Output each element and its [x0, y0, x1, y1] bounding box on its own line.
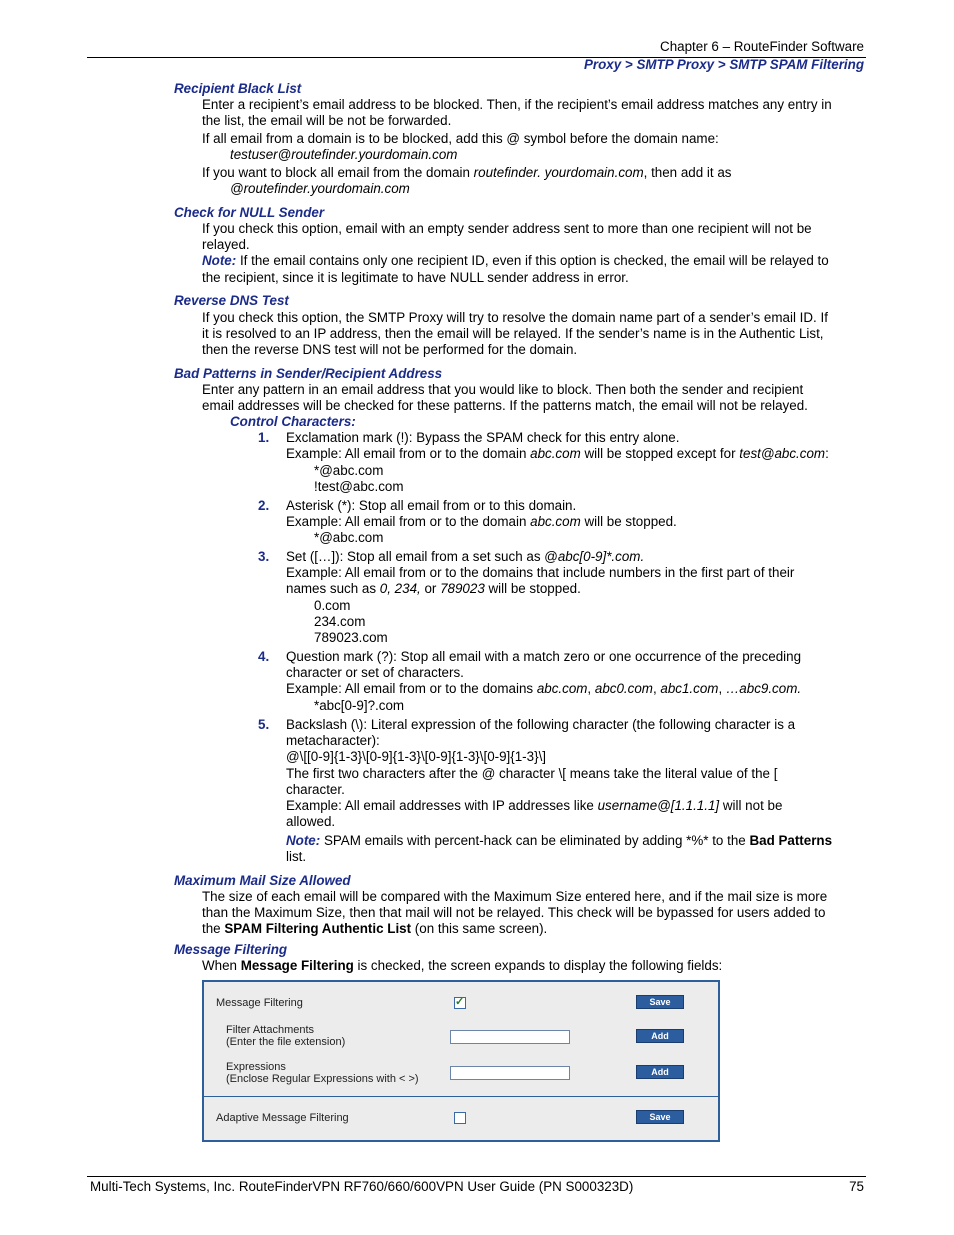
section-heading-recipient-black-list: Recipient Black List [174, 81, 302, 96]
add-expression-button[interactable]: Add [636, 1065, 684, 1079]
add-attachment-button[interactable]: Add [636, 1029, 684, 1043]
adaptive-message-filtering-label: Adaptive Message Filtering [216, 1112, 349, 1124]
control-characters-heading: Control Characters: [230, 414, 356, 429]
section-heading-null-sender: Check for NULL Sender [174, 205, 325, 220]
paragraph: When Message Filtering is checked, the screen expands to display the following fields: [202, 958, 723, 973]
list-number: 3. [258, 549, 270, 564]
list-item: Exclamation mark (!): Bypass the SPAM check for this entry alone. Example: All email from or to the domain abc.com will be stopped except for test@abc.com: [286, 430, 829, 462]
paragraph: If you want to block all email from the domain routefinder. yourdomain.com, then add it as [202, 165, 732, 180]
list-item: Question mark (?): Stop all email with a match zero or one occurrence of the preceding character or set of characters. Example: All email from or to the domains abc.com, abc0.com, abc1.com, …abc9.com. [286, 649, 802, 697]
note-label: Note: [286, 833, 321, 848]
filter-attachments-label: Filter Attachments (Enter the file extension) [226, 1024, 346, 1048]
list-number: 2. [258, 498, 270, 513]
paragraph: If all email from a domain is to be blocked, add this @ symbol before the domain name: [202, 131, 719, 146]
section-heading-message-filtering: Message Filtering [174, 942, 288, 957]
paragraph: Enter any pattern in an email address that you would like to block. Then both the sender and recipient email addresses will be checked for these patterns. If the patterns match, the email will not be relayed. [202, 382, 808, 414]
note-label: Note: [202, 253, 237, 269]
save-adaptive-button[interactable]: Save [636, 1110, 684, 1124]
code-example: *@abc.com !test@abc.com [314, 463, 404, 495]
footer-rule [87, 1176, 866, 1177]
list-number: 5. [258, 717, 270, 732]
section-heading-max-mail-size: Maximum Mail Size Allowed [174, 873, 351, 888]
save-button[interactable]: Save [636, 995, 684, 1009]
adaptive-message-filtering-checkbox[interactable] [454, 1112, 466, 1124]
list-number: 4. [258, 649, 270, 664]
code-example: 0.com 234.com 789023.com [314, 598, 388, 646]
list-item: Asterisk (*): Stop all email from or to this domain. Example: All email from or to the domain abc.com will be stopped. [286, 498, 677, 530]
paragraph: If you check this option, the SMTP Proxy will try to resolve the domain name part of a sender’s email ID. If it is resolved to an IP address, then the email will be relayed. If the sender’s name is in the Authentic List, then the reverse DNS test will not be performed for the domain. [202, 310, 828, 358]
note: Note: SPAM emails with percent-hack can be eliminated by adding *%* to the Bad Patterns list. [286, 833, 833, 865]
list-item: Backslash (\): Literal expression of the following character (the following character is a metacharacter): @\[[0-9]{1-3}\[0-9]{1-3}\[0-9]{1-3}\[0-9]{1-3}\] The first two characters after the @ character \[ means take the literal value of the [ character. Example: All email addresses with IP addresses like username@[1.1.1.1] will not be allowed. [286, 717, 796, 830]
message-filtering-panel [202, 980, 720, 1142]
paragraph: The size of each email will be compared with the Maximum Size entered here, and if the mail size is more than the Maximum Size, then that mail will not be relayed. This check will be bypassed for users added to the SPAM Filtering Authentic List (on this same screen). [202, 889, 828, 937]
list-item: Set ([…]): Stop all email from a set such as @abc[0-9]*.com. Example: All email from or to the domains that include numbers in the first part of their names such as 0, 234, or 789023 will be stopped. [286, 549, 795, 597]
breadcrumb: Proxy > SMTP Proxy > SMTP SPAM Filtering [583, 57, 864, 72]
panel-divider [204, 1096, 718, 1097]
paragraph: If you check this option, email with an empty sender address sent to more than one recipient will not be relayed. Note: If the email contains only one recipient ID, even if this option is checked, the email will be relayed to the recipient, since it is legitimate to have NULL sender address in error. [202, 221, 829, 285]
code-example: *@abc.com [314, 530, 384, 545]
message-filtering-checkbox[interactable] [454, 997, 466, 1009]
example-address: testuser@routefinder.yourdomain.com [230, 147, 458, 162]
list-number: 1. [258, 430, 270, 445]
filter-attachments-input[interactable] [450, 1030, 570, 1044]
example-address: @routefinder.yourdomain.com [230, 181, 410, 196]
chapter-title: Chapter 6 – RouteFinder Software [660, 39, 864, 54]
section-heading-bad-patterns: Bad Patterns in Sender/Recipient Address [174, 366, 443, 381]
expressions-input[interactable] [450, 1066, 570, 1080]
paragraph: Enter a recipient’s email address to be blocked. Then, if the recipient’s email address matches any entry in the list, the email will be not be forwarded. [202, 97, 832, 129]
footer-text: Multi-Tech Systems, Inc. RouteFinderVPN RF760/660/600VPN User Guide (PN S000323D) [90, 1179, 634, 1194]
expressions-label: Expressions (Enclose Regular Expressions with < >) [226, 1061, 419, 1085]
page-number: 75 [849, 1179, 864, 1194]
section-heading-reverse-dns: Reverse DNS Test [174, 293, 289, 308]
message-filtering-label: Message Filtering [216, 997, 303, 1009]
code-example: *abc[0-9]?.com [314, 698, 405, 713]
